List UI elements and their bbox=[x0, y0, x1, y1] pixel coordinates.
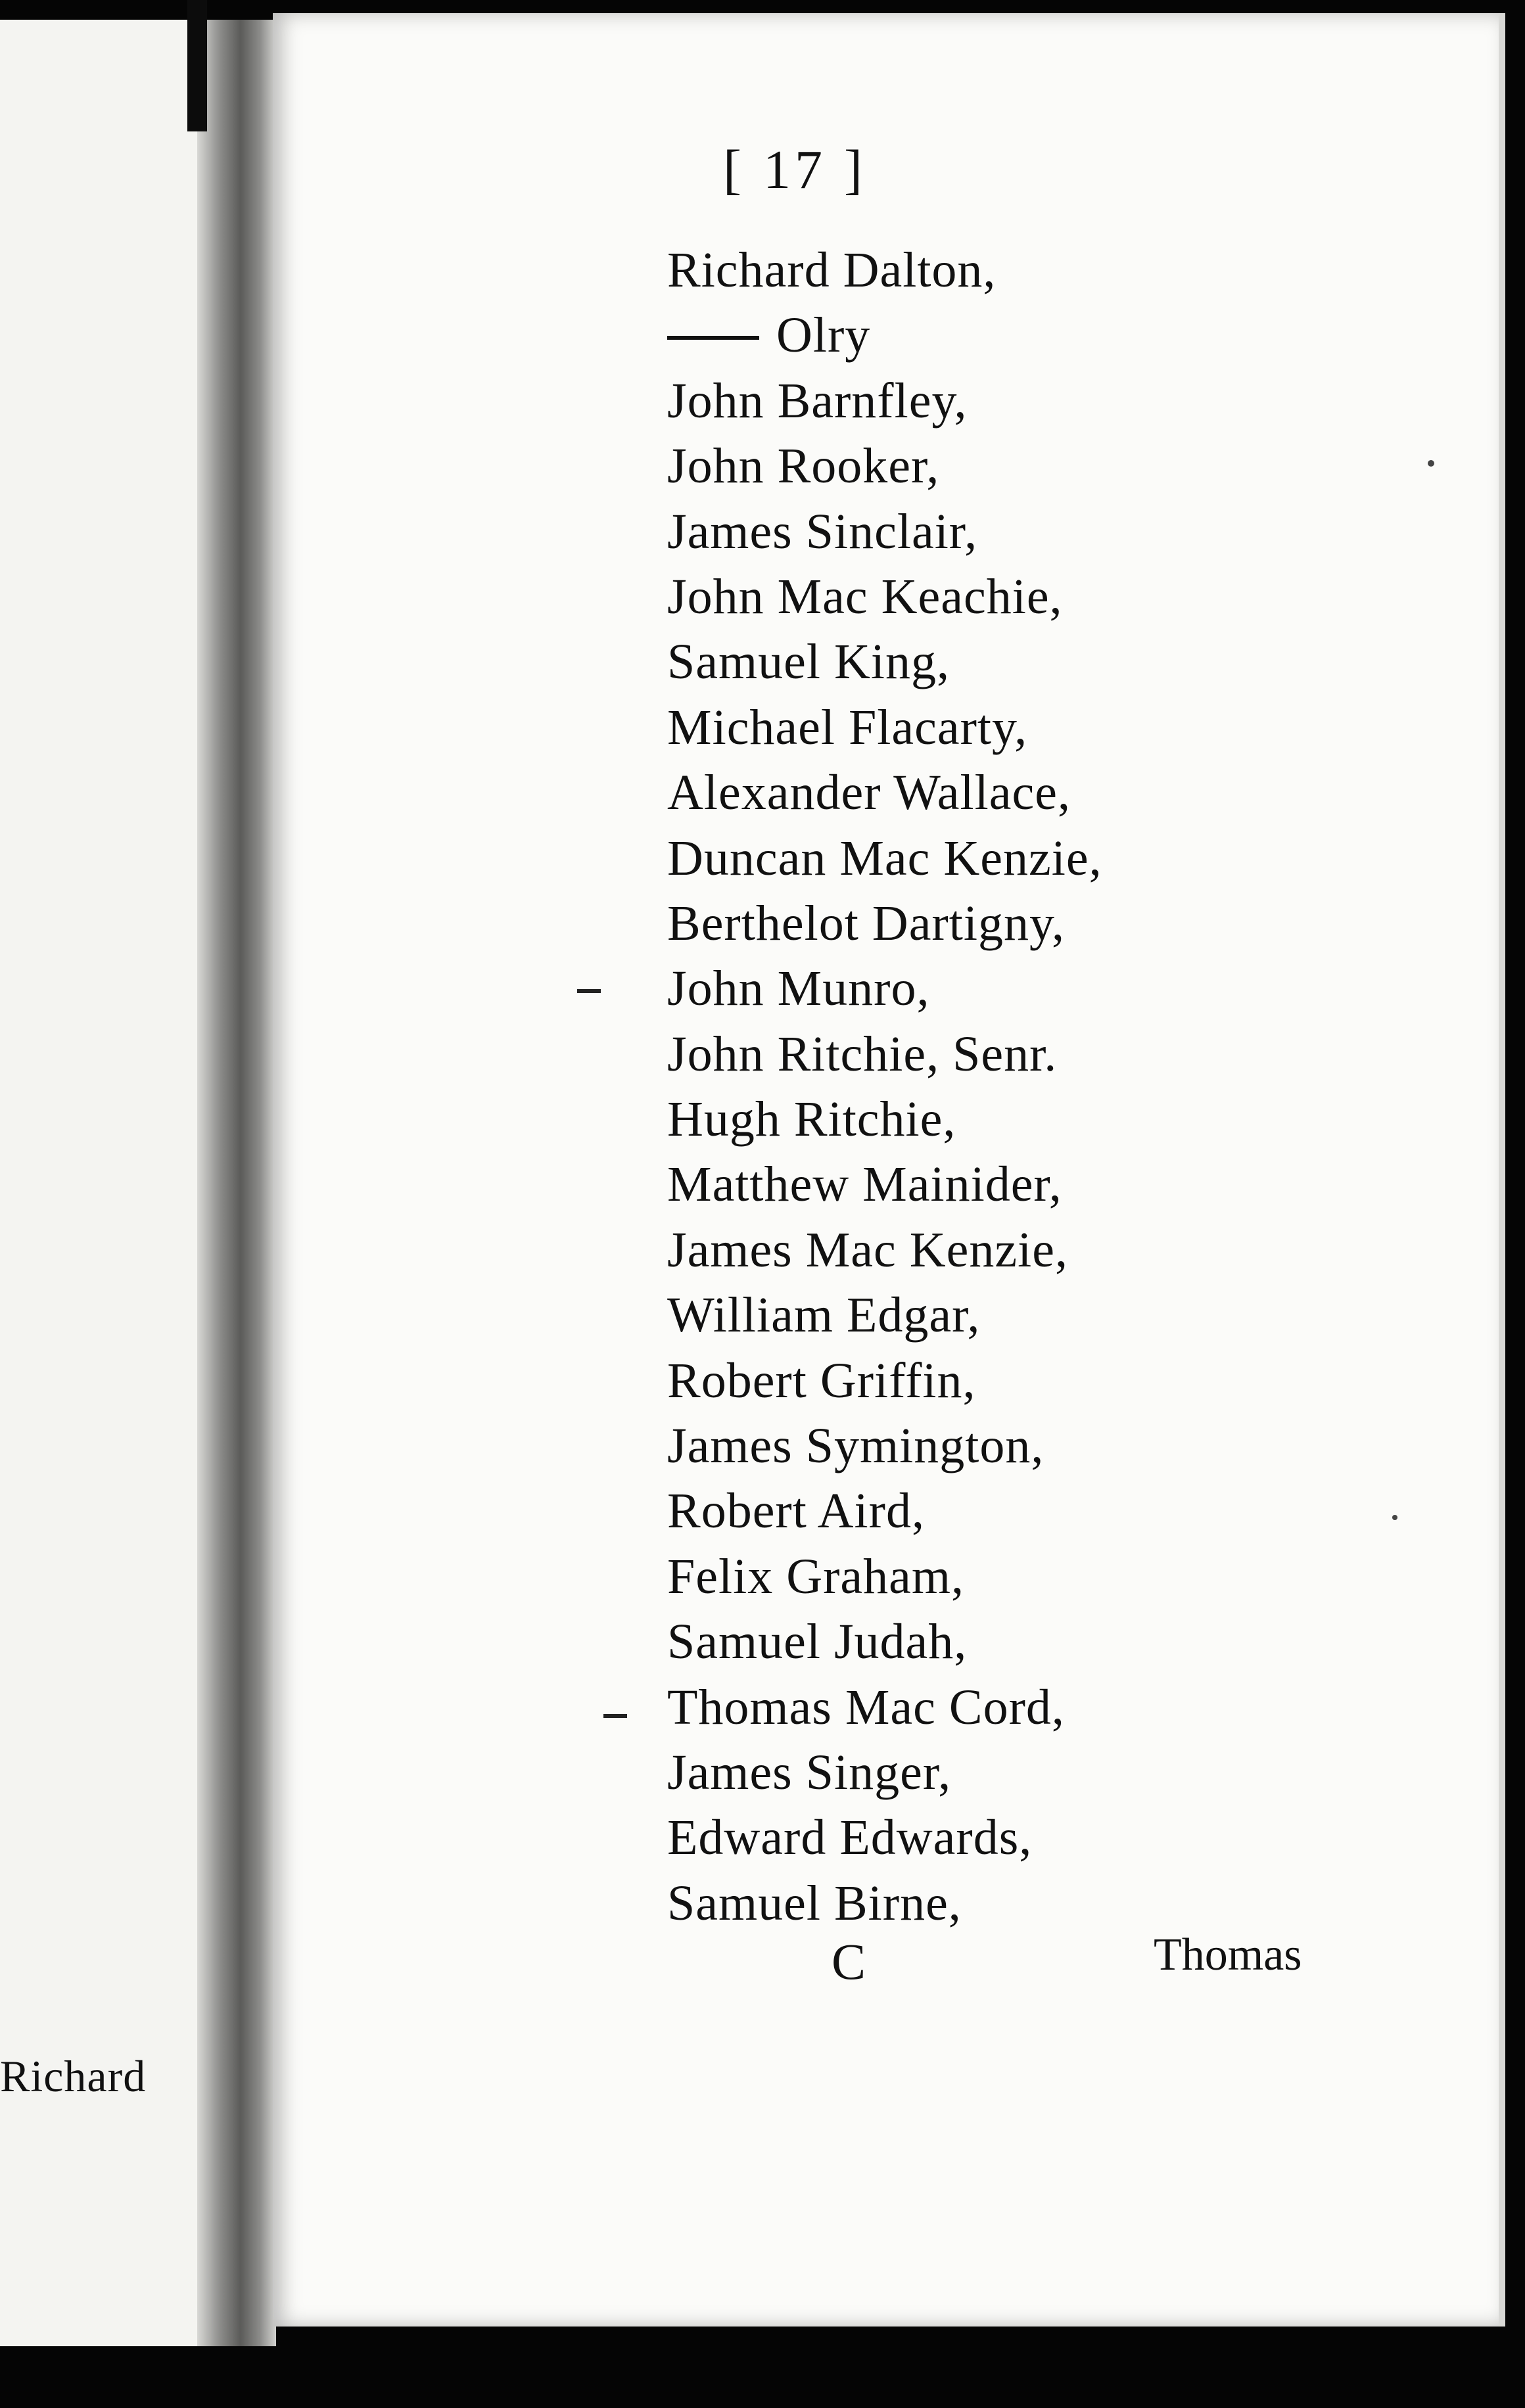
margin-mark bbox=[603, 1714, 627, 1718]
name-entry bbox=[667, 1218, 1102, 1283]
name-text: John Rooker, bbox=[667, 438, 940, 494]
name-text: Hugh Ritchie, bbox=[667, 1092, 956, 1147]
name-entry bbox=[667, 695, 1102, 760]
name-entry bbox=[667, 1414, 1102, 1479]
name-entry bbox=[667, 1675, 1102, 1740]
name-entry bbox=[667, 369, 1102, 434]
name-text: John Ritchie, Senr. bbox=[667, 1026, 1058, 1082]
name-entry bbox=[667, 499, 1102, 565]
name-entry bbox=[667, 1283, 1102, 1348]
name-text: Richard Dalton, bbox=[667, 243, 997, 298]
page-edge bbox=[1499, 13, 1505, 2327]
name-text: Edward Edwards, bbox=[667, 1810, 1033, 1866]
signature-mark: C bbox=[832, 1933, 866, 1990]
name-text: James Mac Kenzie, bbox=[667, 1222, 1068, 1278]
name-text: John Mac Keachie, bbox=[667, 568, 1063, 624]
name-entry bbox=[667, 1740, 1102, 1805]
name-text: John Barnfley, bbox=[667, 373, 968, 428]
name-text: Matthew Mainider, bbox=[667, 1157, 1062, 1213]
name-entry bbox=[667, 1609, 1102, 1675]
name-text: Samuel Birne, bbox=[667, 1875, 962, 1931]
name-text: Samuel King, bbox=[667, 634, 950, 690]
left-page-catchword: Richard bbox=[0, 2051, 147, 2101]
name-entry bbox=[667, 303, 1102, 368]
name-text: James Singer, bbox=[667, 1744, 952, 1800]
name-entry bbox=[667, 1152, 1102, 1217]
name-text: James Symington, bbox=[667, 1418, 1044, 1474]
binding-shadow bbox=[187, 0, 207, 131]
name-text: William Edgar, bbox=[667, 1287, 981, 1343]
name-text: Michael Flacarty, bbox=[667, 699, 1028, 755]
name-entry bbox=[667, 1087, 1102, 1152]
ink-speck bbox=[1392, 1515, 1397, 1520]
name-entry bbox=[667, 1544, 1102, 1609]
name-text: Robert Aird, bbox=[667, 1483, 925, 1539]
blank-rule bbox=[667, 336, 759, 340]
subscriber-list bbox=[667, 238, 1102, 1936]
name-entry bbox=[667, 891, 1102, 956]
name-entry bbox=[667, 1349, 1102, 1414]
name-entry bbox=[667, 956, 1102, 1021]
name-entry bbox=[667, 1479, 1102, 1544]
name-text: John Munro, bbox=[667, 961, 930, 1017]
name-entry bbox=[667, 1805, 1102, 1870]
catchword: Thomas bbox=[1154, 1930, 1302, 1980]
ink-speck bbox=[1428, 460, 1434, 467]
name-entry bbox=[667, 238, 1102, 303]
margin-mark bbox=[577, 989, 601, 993]
page-number: [ 17 ] bbox=[723, 139, 866, 200]
name-text: Alexander Wallace, bbox=[667, 765, 1071, 821]
name-text: Berthelot Dartigny, bbox=[667, 895, 1066, 951]
name-entry bbox=[667, 1871, 1102, 1936]
name-entry bbox=[667, 760, 1102, 825]
name-entry bbox=[667, 565, 1102, 630]
name-text: Thomas Mac Cord, bbox=[667, 1679, 1065, 1735]
name-text: Olry bbox=[776, 308, 871, 363]
name-text: Felix Graham, bbox=[667, 1548, 965, 1604]
name-entry bbox=[667, 434, 1102, 499]
name-text: Samuel Judah, bbox=[667, 1614, 968, 1670]
binding-gutter bbox=[197, 20, 276, 2346]
name-entry bbox=[667, 630, 1102, 695]
name-text: James Sinclair, bbox=[667, 503, 978, 559]
name-text: Duncan Mac Kenzie, bbox=[667, 830, 1102, 886]
name-entry bbox=[667, 1022, 1102, 1087]
name-text: Robert Griffin, bbox=[667, 1353, 976, 1408]
name-entry bbox=[667, 826, 1102, 891]
